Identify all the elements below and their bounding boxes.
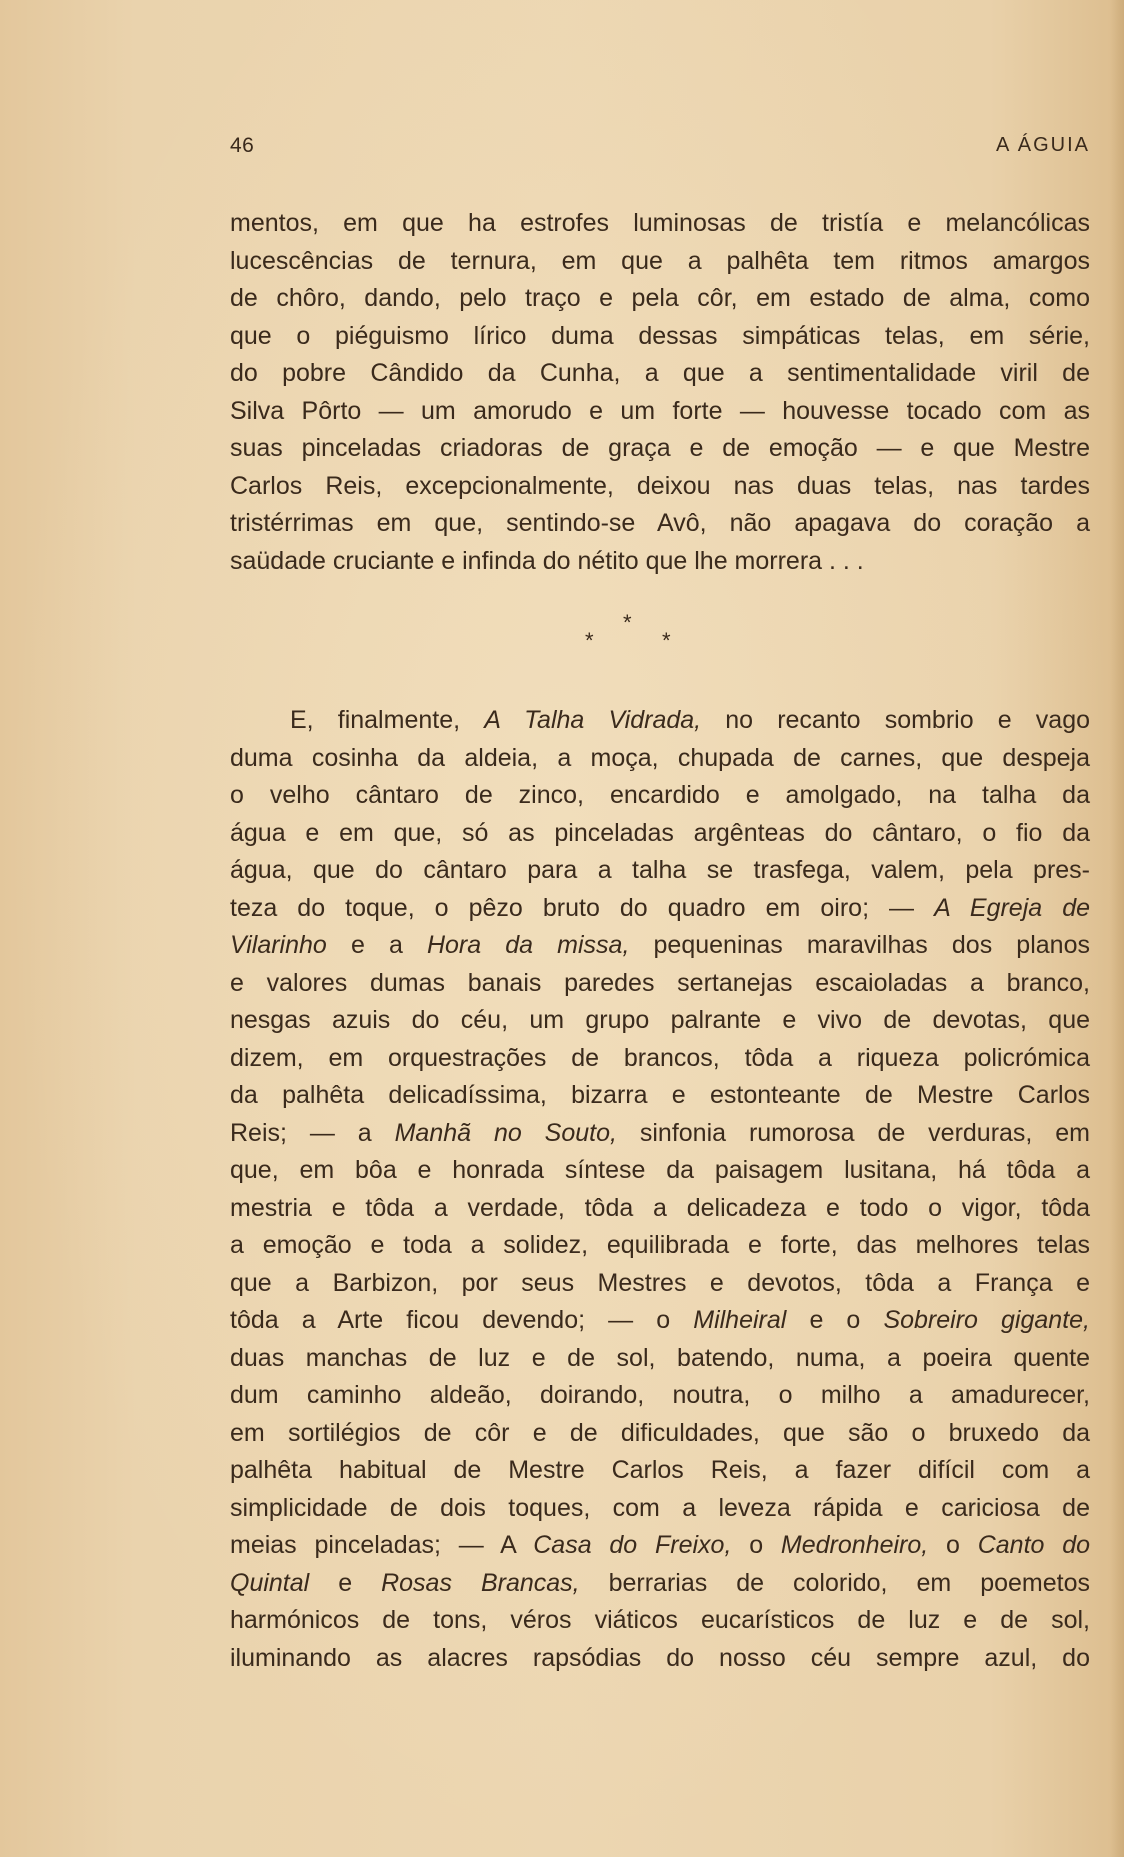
text-run: e o	[809, 1306, 861, 1334]
artwork-title: Milheiral	[693, 1306, 787, 1334]
text-line: saüdade cruciante e infinda do nétito que lhe morrera . . .	[230, 546, 864, 575]
text-run: pequeninas maravilhas dos planos	[653, 931, 1090, 959]
artwork-title: Rosas Brancas,	[381, 1568, 580, 1597]
text-run: e	[338, 1568, 353, 1597]
paragraph-finalmente	[230, 702, 1090, 1677]
page-number: 46	[230, 134, 255, 157]
artwork-title: Manhã no Souto,	[394, 1118, 617, 1147]
text-line	[230, 890, 1090, 928]
artwork-title: Canto do	[977, 1531, 1091, 1559]
text-line	[230, 1115, 1090, 1153]
artwork-title: A Egreja de	[934, 893, 1091, 922]
text-line: água, que do cântaro para a talha se trasfega, valem, pela pres-	[230, 856, 1090, 884]
section-separator-asterisks	[570, 612, 700, 672]
text-run: E, finalmente,	[290, 706, 461, 734]
text-line: mestria e tôda a verdade, tôda a delicadeza e todo o vigor, tôda	[230, 1193, 1090, 1222]
text-line: a emoção e toda a solidez, equilibrada e forte, das melhores telas	[230, 1231, 1090, 1259]
text-line: nesgas azuis do céu, um grupo palrante e vivo de devotas, que	[230, 1006, 1090, 1034]
text-run: e a	[350, 931, 403, 959]
text-line: dum caminho aldeão, doirando, noutra, o milho a amadurecer,	[230, 1381, 1090, 1409]
text-line: água e em que, só as pinceladas argênteas do cântaro, o fio da	[230, 818, 1090, 847]
text-line: da palhêta delicadíssima, bizarra e estonteante de Mestre Carlos	[230, 1081, 1090, 1109]
text-line	[230, 1302, 1090, 1340]
text-line: Silva Pôrto — um amorudo e um forte — houvesse tocado com as	[230, 396, 1090, 425]
text-run: sinfonia rumorosa de verduras, em	[639, 1118, 1091, 1147]
text-line: suas pinceladas criadoras de graça e de emoção — e que Mestre	[230, 434, 1090, 462]
artwork-title: Hora da missa,	[426, 931, 630, 959]
text-line: tristérrimas em que, sentindo-se Avô, não apagava do coração a	[230, 509, 1090, 537]
text-line: lucescências de ternura, em que a palhêta tem ritmos amargos	[230, 246, 1090, 275]
text-run: meias pinceladas; — A	[230, 1531, 516, 1559]
text-line	[230, 702, 1090, 740]
text-run: o	[749, 1531, 764, 1559]
artwork-title: Quintal	[230, 1568, 310, 1597]
asterisk: *	[662, 628, 671, 653]
artwork-title: Casa do Freixo,	[533, 1531, 732, 1559]
running-head: A ÁGUIA	[995, 134, 1090, 156]
text-line	[230, 927, 1090, 965]
text-run: o	[946, 1531, 960, 1559]
paragraph-continued	[230, 205, 1090, 580]
text-line: simplicidade de dois toques, com a leveza rápida e cariciosa de	[230, 1493, 1090, 1522]
text-line: palhêta habitual de Mestre Carlos Reis, a fazer difícil com a	[230, 1456, 1090, 1484]
text-line: harmónicos de tons, véros viáticos eucarísticos de luz e de sol,	[230, 1606, 1090, 1634]
text-line: dizem, em orquestrações de brancos, tôda a riqueza policrómica	[230, 1043, 1090, 1072]
text-line: iluminando as alacres rapsódias do nosso céu sempre azul, do	[230, 1643, 1090, 1672]
artwork-title: Medronheiro,	[780, 1531, 929, 1559]
text-run: tôda a Arte ficou devendo; — o	[230, 1306, 671, 1334]
text-line: de chôro, dando, pelo traço e pela côr, em estado de alma, como	[230, 284, 1090, 312]
text-run: Reis; — a	[230, 1118, 372, 1147]
text-line	[230, 1565, 1090, 1603]
text-line	[230, 1527, 1090, 1565]
artwork-title: Vilarinho	[230, 931, 327, 959]
text-run: no recanto sombrio e vago	[725, 706, 1091, 734]
text-line: que o piéguismo lírico duma dessas simpáticas telas, em série,	[230, 321, 1090, 350]
page-header	[230, 134, 1090, 164]
text-line: e valores dumas banais paredes sertanejas escaioladas a branco,	[230, 968, 1090, 997]
text-line: que a Barbizon, por seus Mestres e devotos, tôda a França e	[230, 1268, 1090, 1297]
text-line: do pobre Cândido da Cunha, a que a sentimentalidade viril de	[230, 359, 1090, 387]
text-run: berrarias de colorido, em poemetos	[608, 1568, 1090, 1597]
text-line: em sortilégios de côr e de dificuldades, que são o bruxedo da	[230, 1418, 1090, 1447]
text-line: duma cosinha da aldeia, a moça, chupada de carnes, que despeja	[230, 743, 1090, 772]
asterisk: *	[623, 610, 632, 635]
asterisk: *	[585, 628, 594, 653]
text-run: teza do toque, o pêzo bruto do quadro em oiro; —	[230, 893, 915, 922]
text-line: mentos, em que ha estrofes luminosas de tristía e melancólicas	[230, 209, 1090, 237]
artwork-title: A Talha Vidrada,	[484, 706, 702, 734]
text-line: duas manchas de luz e de sol, batendo, numa, a poeira quente	[230, 1343, 1090, 1372]
text-line: que, em bôa e honrada síntese da paisagem lusitana, há tôda a	[230, 1156, 1090, 1184]
text-line: Carlos Reis, excepcionalmente, deixou nas duas telas, nas tardes	[230, 471, 1090, 500]
artwork-title: Sobreiro gigante,	[883, 1306, 1090, 1334]
text-line: o velho cântaro de zinco, encardido e amolgado, na talha da	[230, 781, 1090, 809]
